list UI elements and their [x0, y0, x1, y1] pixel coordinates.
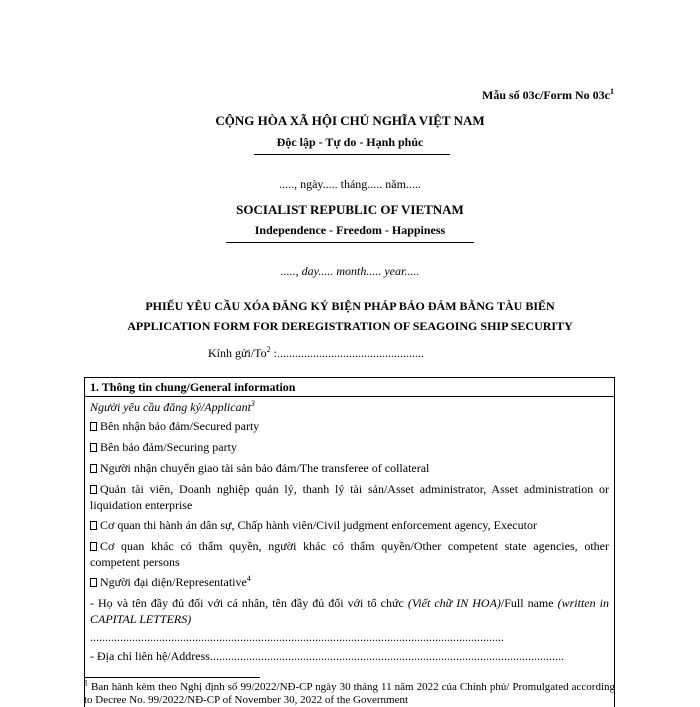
full-name-instruction: - Họ và tên đầy đủ đối với cá nhân, tên đầy đủ đối với tổ chức (Viết chữ IN HOA)/Full name (written in CAPITAL LETTERS) [90, 596, 609, 626]
option-civil-judgment[interactable]: Cơ quan thi hành án dân sự, Chấp hành viên/Civil judgment enforcement agency, Executor [90, 517, 609, 533]
footnote-separator [84, 677, 260, 678]
recipient-line: Kính gửi/To$^2$ :................................................. [208, 345, 425, 360]
address-line[interactable]: - Địa chỉ liên hệ/Address...................................................................................................................... [90, 649, 564, 663]
checkbox-icon[interactable] [90, 521, 97, 530]
checkbox-icon[interactable] [90, 578, 97, 587]
checkbox-icon[interactable] [90, 422, 97, 431]
checkbox-icon[interactable] [90, 464, 97, 473]
section-heading: 1. Thông tin chung/General information [85, 378, 614, 397]
title-vn: PHIẾU YÊU CẦU XÓA ĐĂNG KÝ BIỆN PHÁP BẢO ĐẢM BẰNG TÀU BIỂN [145, 299, 555, 313]
checkbox-icon[interactable] [90, 542, 97, 551]
recipient-field[interactable]: :................................................. [270, 346, 425, 360]
general-info-table [84, 377, 615, 707]
option-transferee[interactable]: Người nhận chuyển giao tài sản bảo đảm/The transferee of collateral [90, 460, 609, 476]
vn-motto: Độc lập - Tự do - Hạnh phúc [276, 135, 424, 149]
checkbox-icon[interactable] [90, 443, 97, 452]
title-en: APPLICATION FORM FOR DEREGISTRATION OF SEAGOING SHIP SECURITY [127, 319, 573, 333]
en-motto-underline [226, 242, 474, 243]
vn-country-name: CỘNG HÒA XÃ HỘI CHỦ NGHĨA VIỆT NAM [215, 113, 485, 128]
applicant-label: Người yêu cầu đăng ký/Applicant$^3$ [90, 399, 255, 414]
vn-date-line: ....., ngày..... tháng..... năm..... [279, 177, 421, 191]
option-other-competent[interactable]: Cơ quan khác có thẩm quyền, người khác có thẩm quyền/Other competent state agencies, other competent persons [90, 539, 609, 569]
option-secured-party[interactable]: Bên nhận bảo đảm/Secured party [90, 418, 609, 434]
option-representative[interactable]: Người đại diện/Representative$^4$ [90, 574, 609, 590]
vn-motto-underline [254, 154, 450, 155]
option-securing-party[interactable]: Bên bảo đảm/Securing party [90, 439, 609, 455]
option-asset-administrator[interactable]: Quản tài viên, Doanh nghiệp quản lý, thanh lý tài sản/Asset administrator, Asset administration or liquidation enterprise [90, 482, 609, 512]
en-date-line: ....., day..... month..... year..... [280, 264, 420, 278]
footnote: $^1$ Ban hành kèm theo Nghị định số 99/2022/NĐ-CP ngày 30 tháng 11 năm 2022 của Chính phủ/ Promulgated according to Decree No. 99/2022/NĐ-CP of November 30, 2022 of the Government [84, 678, 615, 706]
form-number: Mẫu số 03c/Form No $03c^1$ [482, 87, 614, 102]
full-name-field[interactable]: .......................................................................................................................................... [90, 630, 504, 644]
en-country-name: SOCIALIST REPUBLIC OF VIETNAM [236, 202, 464, 217]
checkbox-icon[interactable] [90, 485, 97, 494]
en-motto: Independence - Freedom - Happiness [254, 223, 446, 237]
